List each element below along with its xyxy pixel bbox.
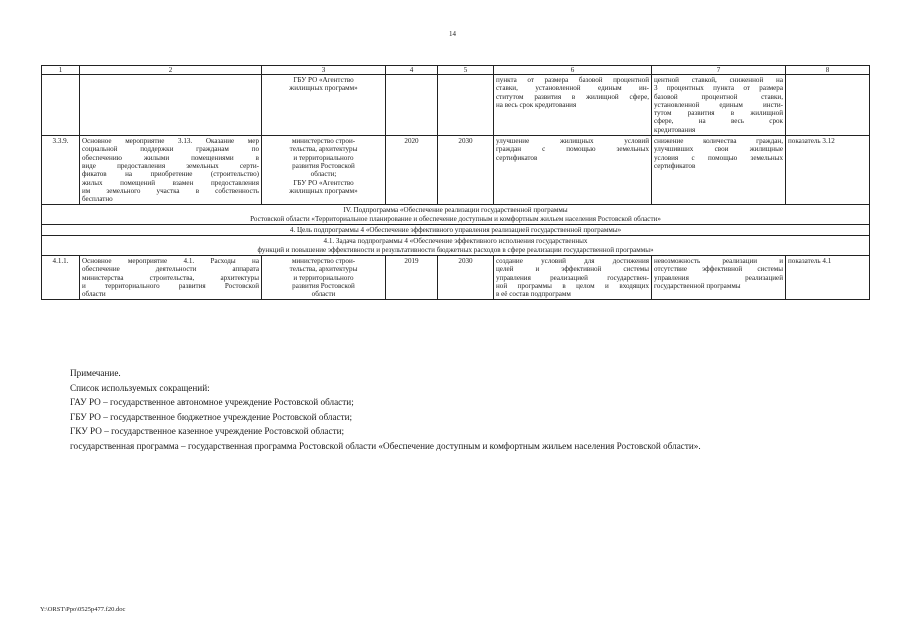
- abbreviation-item: ГКУ РО – государственное казенное учреждение Ростовской области;: [70, 426, 345, 437]
- task-heading: 4.1. Задача подпрограммы 4 «Обеспечение эффективного исполнения государственных функций и повышение эффективности и результативности бюджетных расходов в сфере реализации государственной программы»: [42, 236, 870, 256]
- expected-result-cell: улучшение жилищных условий граждан с помощью земельных сертификатов: [494, 136, 652, 205]
- row-number: 3.3.9.: [42, 136, 80, 205]
- start-year: 2020: [386, 136, 438, 205]
- table-row-continuation: [42, 75, 870, 136]
- column-number-row: [42, 66, 870, 75]
- section-heading-row: [42, 205, 870, 225]
- section-heading: IV. Подпрограмма «Обеспечение реализации государственной программы Ростовской области «Территориальное планирование и обеспечение доступным и комфортным жильем населения Ростовской области»: [42, 205, 870, 225]
- consequences-cell: снижение количества граждан, улучшивших свои жилищные условия с помощью земельных сертификатов: [652, 136, 786, 205]
- abbreviation-item: государственная программа – государственная программа Ростовской области «Обеспечение доступным и комфортным жильем населения Ростовской области».: [70, 440, 701, 451]
- executor-cell: ГБУ РО «Агентство жилищных программ»: [262, 75, 386, 136]
- notes-title: Примечание.: [70, 368, 121, 378]
- table-row-4-1-1: [42, 255, 870, 299]
- end-year: 2030: [438, 255, 494, 299]
- executor-cell: министерство строи- тельства, архитектуры и территориального развития Ростовской области: [262, 255, 386, 299]
- col-number-1: 1: [42, 66, 80, 75]
- col-number-7: 7: [652, 66, 786, 75]
- indicator-link: показатель 4.1: [786, 255, 870, 299]
- table-row-3-3-9: [42, 136, 870, 205]
- abbreviations-title: Список используемых сокращений:: [70, 382, 210, 393]
- page-number: 14: [449, 30, 456, 38]
- executor-cell: министерство строи- тельства, архитектуры и территориального развития Ростовской области; ГБУ РО «Агентство жилищных программ»: [262, 136, 386, 205]
- col-number-3: 3: [262, 66, 386, 75]
- col-number-4: 4: [386, 66, 438, 75]
- abbreviation-item: ГБУ РО – государственное бюджетное учреждение Ростовской области;: [70, 411, 353, 422]
- col-number-2: 2: [80, 66, 262, 75]
- col-number-8: 8: [786, 66, 870, 75]
- task-heading-row: [42, 236, 870, 256]
- file-path-footer: Y:\ORST\Ppo\0525p477.f20.doc: [40, 606, 126, 613]
- consequences-cell: центной ставкой, сниженной на 3 процентных пункта от размера базовой процентной ставки, установленной единым инсти- тутом развития в жилищной сфере, на весь срок кредитования: [652, 75, 786, 136]
- expected-result-cell: пункта от размера базовой процентной ставки, установленной единым ин- ститутом развития в жилищной сфере, на весь срок кредитования: [494, 75, 652, 136]
- abbreviation-item: ГАУ РО – государственное автономное учреждение Ростовской области;: [70, 397, 354, 408]
- end-year: 2030: [438, 136, 494, 205]
- program-table: [41, 65, 870, 300]
- measure-name-cell: Основное мероприятие 3.13. Оказание мер социальной поддержки гражданам по обеспечению жилыми помещениями в виде предоставления земельных серти- фикатов на приобретение (строительство) жилых помещений взамен предоставления им земельного участка в собственность бесплатно: [80, 136, 262, 205]
- consequences-cell: невозможность реализации и отсутствие эффективной системы управления реализацией государственной программы: [652, 255, 786, 299]
- goal-heading: 4. Цель подпрограммы 4 «Обеспечение эффективного управления реализацией государственной программы»: [42, 225, 870, 236]
- indicator-link: показатель 3.12: [786, 136, 870, 205]
- col-number-5: 5: [438, 66, 494, 75]
- notes-block: [70, 366, 701, 454]
- start-year: 2019: [386, 255, 438, 299]
- col-number-6: 6: [494, 66, 652, 75]
- goal-heading-row: [42, 225, 870, 236]
- row-number: 4.1.1.: [42, 255, 80, 299]
- expected-result-cell: создание условий для достижения целей и эффективной системы управления реализацией государствен- ной программы в целом и входящих в её состав подпрограмм: [494, 255, 652, 299]
- measure-name-cell: Основное мероприятие 4.1. Расходы на обеспечение деятельности аппарата министерства строительства, архитектуры и территориального развития Ростовской области: [80, 255, 262, 299]
